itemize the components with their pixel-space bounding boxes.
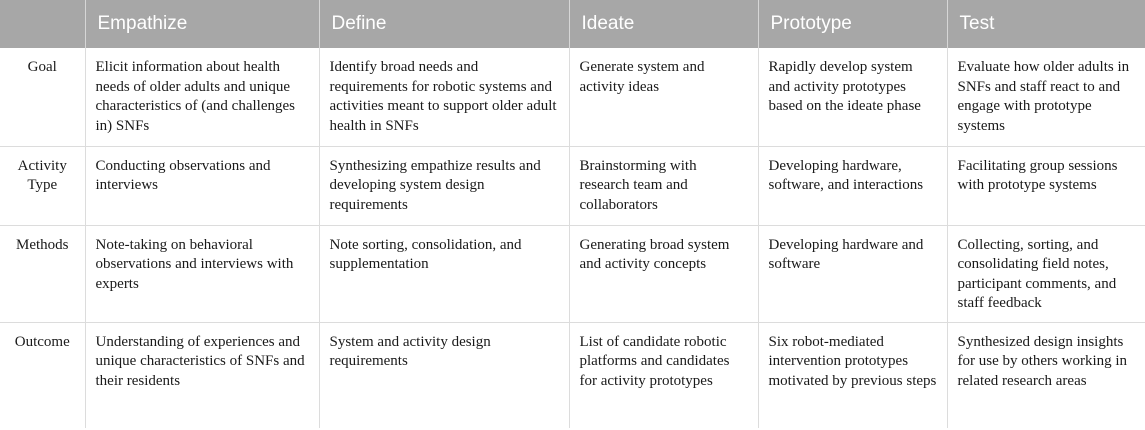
cell-empathize: Understanding of experiences and unique characteristics of SNFs and their residents (85, 322, 319, 428)
cell-prototype: Rapidly develop system and activity prototypes based on the ideate phase (758, 48, 947, 146)
header-row (0, 0, 1145, 48)
row-activity-type (0, 146, 1145, 225)
row-label: Methods (0, 225, 85, 322)
cell-prototype: Developing hardware, software, and interactions (758, 146, 947, 225)
cell-ideate: Generate system and activity ideas (569, 48, 758, 146)
cell-ideate: List of candidate robotic platforms and candidates for activity prototypes (569, 322, 758, 428)
row-goal (0, 48, 1145, 146)
header-corner (0, 0, 85, 48)
header-define: Define (319, 0, 569, 48)
cell-empathize: Elicit information about health needs of older adults and unique characteristics of (and challenges in) SNFs (85, 48, 319, 146)
cell-prototype: Six robot-mediated intervention prototypes motivated by previous steps (758, 322, 947, 428)
cell-define: Synthesizing empathize results and developing system design requirements (319, 146, 569, 225)
header-prototype: Prototype (758, 0, 947, 48)
cell-test: Facilitating group sessions with prototype systems (947, 146, 1145, 225)
row-methods (0, 225, 1145, 322)
row-label: Activity Type (0, 146, 85, 225)
cell-define: Identify broad needs and requirements for robotic systems and activities meant to support older adult health in SNFs (319, 48, 569, 146)
cell-prototype: Developing hardware and software (758, 225, 947, 322)
row-label: Outcome (0, 322, 85, 428)
cell-test: Synthesized design insights for use by others working in related research areas (947, 322, 1145, 428)
cell-ideate: Generating broad system and activity concepts (569, 225, 758, 322)
header-test: Test (947, 0, 1145, 48)
cell-ideate: Brainstorming with research team and collaborators (569, 146, 758, 225)
cell-define: System and activity design requirements (319, 322, 569, 428)
cell-define: Note sorting, consolidation, and supplementation (319, 225, 569, 322)
header-ideate: Ideate (569, 0, 758, 48)
row-label: Goal (27, 59, 57, 75)
row-outcome (0, 322, 1145, 428)
cell-test: Collecting, sorting, and consolidating field notes, participant comments, and staff feedback (947, 225, 1145, 322)
cell-empathize: Conducting observations and interviews (85, 146, 319, 225)
header-empathize: Empathize (85, 0, 319, 48)
cell-empathize: Note-taking on behavioral observations and interviews with experts (85, 225, 319, 322)
cell-test: Evaluate how older adults in SNFs and staff react to and engage with prototype systems (947, 48, 1145, 146)
